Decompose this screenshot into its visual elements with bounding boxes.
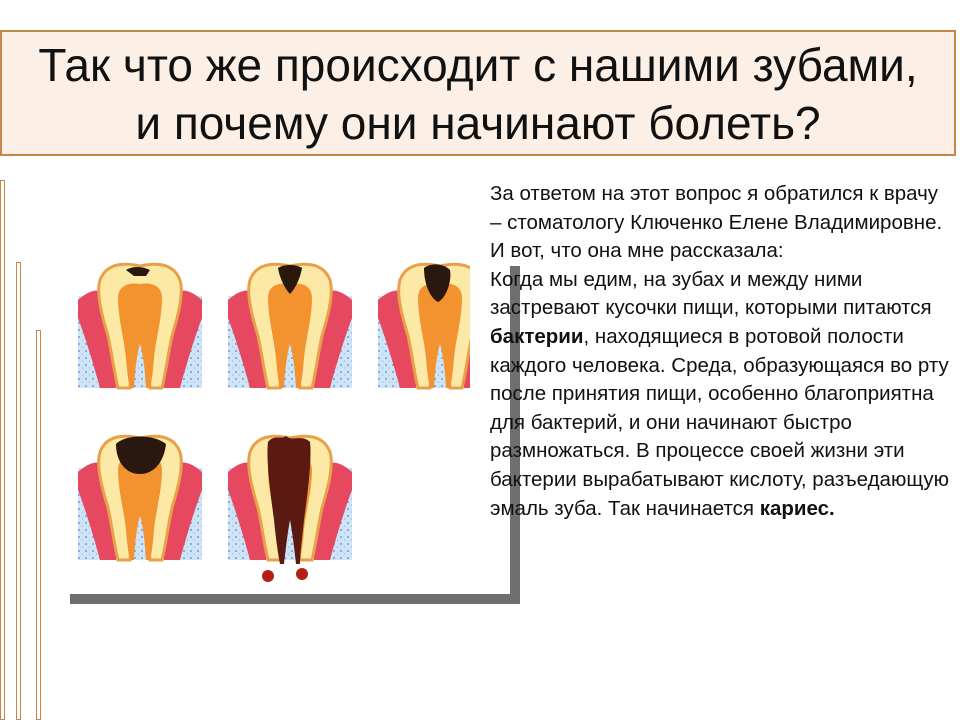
text-segment: Когда мы едим, на зубах и между ними застревают кусочки пищи, которыми питаются — [490, 267, 932, 320]
slide-title-line-1: Так что же происходит с нашими зубами, — [38, 39, 918, 91]
tooth-stage-4 — [78, 436, 202, 560]
decor-bar-3 — [36, 330, 41, 720]
paragraph-bacteria — [490, 266, 952, 523]
text-segment: , находящиеся в ротовой полости каждого человека. Среда, образующаяся во рту после принятия пищи, особенно благоприятна для бактерий, и они начинают быстро размножаться. В процессе своей жизни эти бактерии вырабатывают кислоту, разъедающую эмаль зуба. Так начинается — [490, 324, 950, 520]
body-text — [490, 180, 952, 523]
decor-bar-2 — [16, 262, 21, 720]
bold-term-bacteria: бактерии — [490, 324, 584, 348]
tooth-stage-1 — [78, 264, 202, 388]
paragraph-intro: За ответом на этот вопрос я обратился к врачу – стоматологу Ключенко Елене Владимировне. И вот, что она мне рассказала: — [490, 182, 943, 263]
slide-title-line-2: и почему они начинают болеть? — [135, 97, 821, 149]
tooth-decay-illustration — [70, 258, 470, 598]
tooth-stage-3 — [378, 264, 470, 388]
bold-term-caries: кариес. — [759, 496, 835, 520]
tooth-stage-2 — [228, 264, 352, 388]
decor-bar-1 — [0, 180, 5, 720]
tooth-stage-5 — [228, 436, 352, 582]
